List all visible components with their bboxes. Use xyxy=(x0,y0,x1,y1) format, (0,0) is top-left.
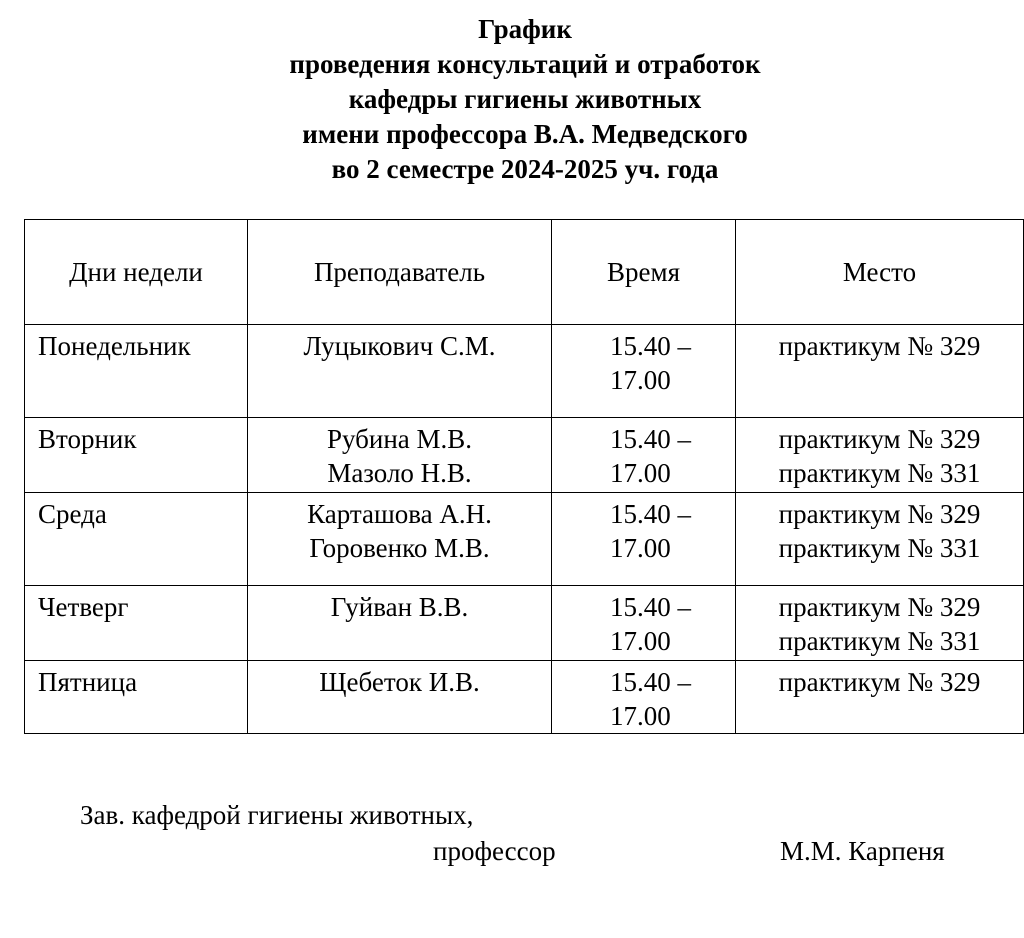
time-start: 15.40 – xyxy=(610,424,691,454)
title-line: проведения консультаций и отработок xyxy=(289,49,761,79)
place-room: практикум № 329 xyxy=(778,592,981,622)
table-row xyxy=(25,661,1024,734)
table-header-row xyxy=(25,220,1024,325)
footer-signature-name: М.М. Карпеня xyxy=(780,836,945,866)
teacher-name: Гуйван В.В. xyxy=(330,592,469,622)
title-line: График xyxy=(478,14,572,44)
day-cell: Пятница xyxy=(25,661,248,734)
place-room: практикум № 331 xyxy=(778,626,981,656)
place-room: практикум № 329 xyxy=(778,424,981,454)
teacher-cell xyxy=(248,493,552,586)
time-end: 17.00 xyxy=(610,365,671,395)
place-cell xyxy=(736,586,1024,661)
place-cell xyxy=(736,493,1024,586)
table-row xyxy=(25,586,1024,661)
time-start: 15.40 – xyxy=(610,667,691,697)
time-cell xyxy=(552,586,736,661)
teacher-name: Щебеток И.В. xyxy=(319,667,480,697)
teacher-name: Горовенко М.В. xyxy=(309,533,490,563)
document-title xyxy=(0,12,1024,187)
table-row xyxy=(25,493,1024,586)
time-start: 15.40 – xyxy=(610,331,691,361)
teacher-cell xyxy=(248,418,552,493)
place-cell xyxy=(736,661,1024,734)
place-cell xyxy=(736,418,1024,493)
day-cell: Вторник xyxy=(25,418,248,493)
time-end: 17.00 xyxy=(610,626,671,656)
time-cell xyxy=(552,325,736,418)
teacher-cell xyxy=(248,586,552,661)
header-place: Место xyxy=(736,220,1024,325)
footer-position-line: Зав. кафедрой гигиены животных, xyxy=(80,800,474,830)
place-cell xyxy=(736,325,1024,418)
teacher-name: Луцыкович С.М. xyxy=(303,331,496,361)
time-start: 15.40 – xyxy=(610,592,691,622)
title-line: имени профессора В.А. Медведского xyxy=(302,119,748,149)
place-room: практикум № 331 xyxy=(778,458,981,488)
header-time: Время xyxy=(552,220,736,325)
day-cell: Среда xyxy=(25,493,248,586)
teacher-name: Рубина М.В. xyxy=(326,424,473,454)
time-cell xyxy=(552,661,736,734)
teacher-cell xyxy=(248,325,552,418)
teacher-name: Мазоло Н.В. xyxy=(327,458,472,488)
time-start: 15.40 – xyxy=(610,499,691,529)
title-line: во 2 семестре 2024-2025 уч. года xyxy=(331,154,719,184)
place-room: практикум № 329 xyxy=(778,499,981,529)
teacher-name: Карташова А.Н. xyxy=(307,499,492,529)
time-end: 17.00 xyxy=(610,533,671,563)
place-room: практикум № 329 xyxy=(778,331,981,361)
table-row xyxy=(25,418,1024,493)
day-cell: Понедельник xyxy=(25,325,248,418)
time-cell xyxy=(552,493,736,586)
place-room: практикум № 331 xyxy=(778,533,981,563)
schedule-table xyxy=(24,219,1024,734)
day-cell: Четверг xyxy=(25,586,248,661)
time-end: 17.00 xyxy=(610,458,671,488)
header-teacher: Преподаватель xyxy=(248,220,552,325)
time-cell xyxy=(552,418,736,493)
teacher-cell xyxy=(248,661,552,734)
place-room: практикум № 329 xyxy=(778,667,981,697)
title-line: кафедры гигиены животных xyxy=(348,84,702,114)
header-days: Дни недели xyxy=(25,220,248,325)
footer-title-word: профессор xyxy=(433,836,556,866)
time-end: 17.00 xyxy=(610,701,671,731)
table-row xyxy=(25,325,1024,418)
